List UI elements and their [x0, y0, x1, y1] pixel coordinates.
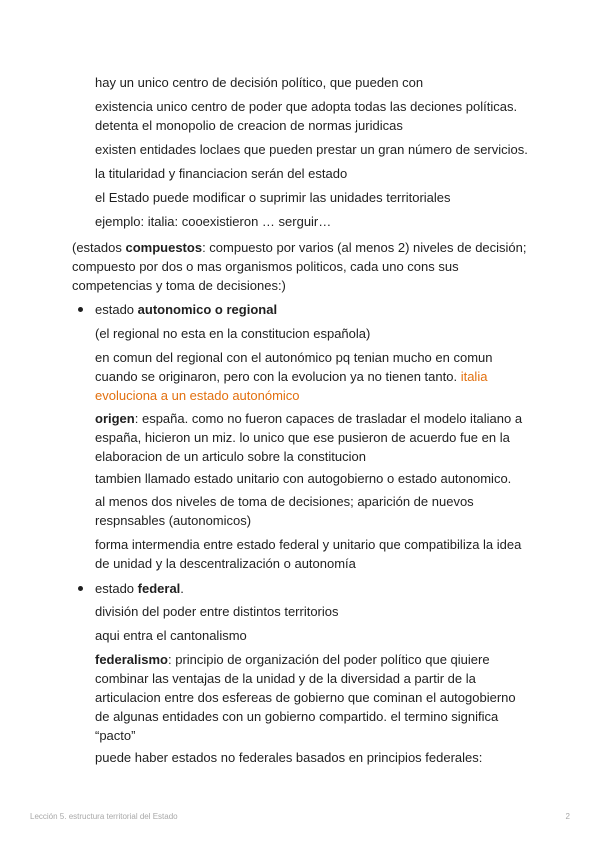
federalismo-line-4: de algunas entidades con un gobierno compartido. el termino significa: [95, 709, 499, 724]
origen-term: origen: [95, 411, 135, 426]
line-existencia: existencia unico centro de poder que adopta todas las deciones políticas.: [95, 99, 518, 114]
highlight-evoluciona: evoluciona a un estado autonómico: [95, 388, 300, 403]
compuestos-line-1: (estados compuestos: compuesto por varios (al menos 2) niveles de decisión;: [72, 240, 527, 255]
federal-term: federal: [137, 581, 181, 596]
compuestos-term: compuestos: [125, 240, 203, 255]
autonomico-comun-1: en comun del regional con el autonómico pq tenian mucho en comun: [95, 350, 493, 365]
autonomico-term: autonomico o regional: [137, 302, 278, 317]
federal-puede-haber: puede haber estados no federales basados en principios federales:: [95, 750, 483, 765]
federalismo-line-3: articulacion entre dos esfereas de gobierno que cominan el autogobierno: [95, 690, 516, 705]
highlight-italia: italia: [460, 369, 488, 384]
niveles-line-2: respnsables (autonomicos): [95, 513, 252, 528]
forma-line-2: de unidad y la descentralización o autonomía: [95, 556, 356, 571]
compuestos-line-3: competencias y toma de decisiones:): [72, 278, 286, 293]
footer-lesson-title: Lección 5. estructura territorial del Estado: [30, 812, 178, 821]
line-modificar: el Estado puede modificar o suprimir las unidades territoriales: [95, 190, 451, 205]
autonomico-note: (el regional no esta en la constitucion española): [95, 326, 371, 341]
line-ejemplo-italia: ejemplo: italia: cooexistieron … serguir…: [95, 214, 332, 229]
federalismo-term: federalismo: [95, 652, 168, 667]
line-entidades-locales: existen entidades loclaes que pueden prestar un gran número de servicios.: [95, 142, 528, 157]
origen-line-2: españa, hicieron un miz. lo unico que ese pusieron de acuerdo fue en la: [95, 430, 510, 445]
niveles-line-1: al menos dos niveles de toma de decisiones; aparición de nuevos: [95, 494, 474, 509]
federal-division: división del poder entre distintos territorios: [95, 604, 339, 619]
line-monopolio: detenta el monopolio de creacion de normas juridicas: [95, 118, 403, 133]
federal-heading: estado federal.: [95, 581, 184, 596]
compuestos-line-2: compuesto por dos o mas organismos politicos, cada uno cons sus: [72, 259, 459, 274]
origen-line-1: origen: españa. como no fueron capaces de trasladar el modelo italiano a: [95, 411, 523, 426]
line-centro-decision: hay un unico centro de decisión político, que pueden con: [95, 75, 424, 90]
federal-cantonalismo: aqui entra el cantonalismo: [95, 628, 247, 643]
bullet-federal: [78, 586, 83, 591]
footer-page-number: 2: [565, 812, 570, 821]
tambien-llamado: tambien llamado estado unitario con autogobierno o estado autonomico.: [95, 471, 512, 486]
origen-line-3: elaboracion de un articulo sobre la constitucion: [95, 449, 367, 464]
federalismo-line-1: federalismo: principio de organización del poder político que qiuiere: [95, 652, 490, 667]
bullet-autonomico: [78, 307, 83, 312]
autonomico-heading: estado autonomico o regional: [95, 302, 278, 317]
federalismo-line-2: combinar las ventajas de la unidad y de la diversidad a partir de la: [95, 671, 476, 686]
forma-line-1: forma intermendia entre estado federal y unitario que compatibiliza la idea: [95, 537, 522, 552]
federalismo-line-5: “pacto”: [95, 728, 136, 743]
line-titularidad: la titularidad y financiacion serán del estado: [95, 166, 348, 181]
autonomico-comun-2: cuando se originaron, pero con la evolucion ya no tienen tanto. italia: [95, 369, 488, 384]
